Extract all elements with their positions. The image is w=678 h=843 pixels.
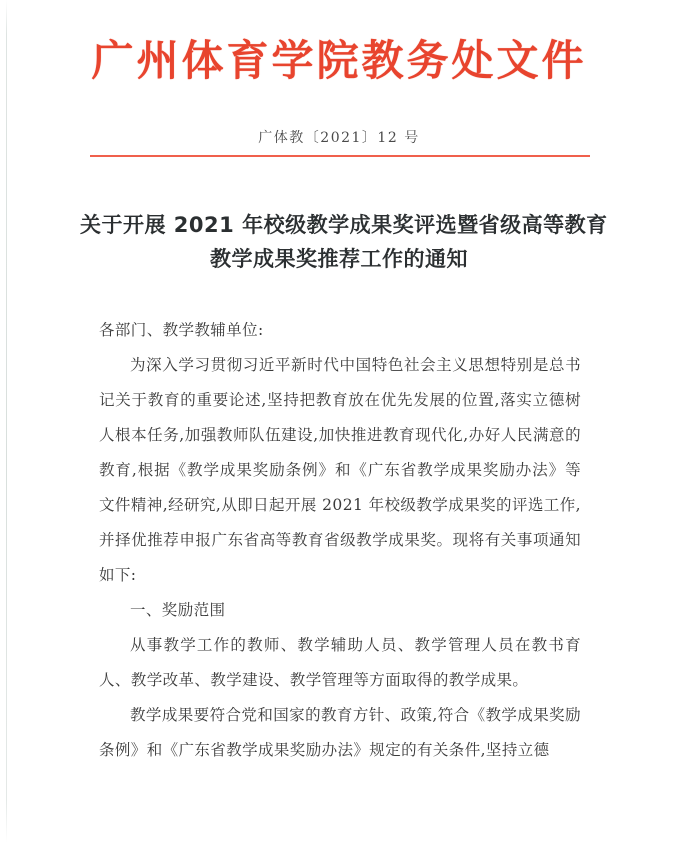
- masthead-title: 广州体育学院教务处文件: [91, 36, 587, 85]
- document-title-line-2: 教学成果奖推荐工作的通知: [210, 247, 468, 271]
- scan-edge-artifact: [6, 0, 7, 843]
- document-body: [99, 313, 581, 768]
- body-paragraph-2: 从事教学工作的教师、教学辅助人员、教学管理人员在教书育人、教学改革、教学建设、教学管理等方面取得的教学成果。: [99, 636, 581, 689]
- body-paragraph-3: 教学成果要符合党和国家的教育方针、政策,符合《教学成果奖励条例》和《广东省教学成果奖励办法》规定的有关条件,坚持立德: [99, 706, 581, 759]
- red-separator-rule: [90, 155, 590, 157]
- document-title: [80, 208, 608, 276]
- salutation: 各部门、教学教辅单位:: [99, 321, 264, 339]
- body-paragraph-1: 为深入学习贯彻习近平新时代中国特色社会主义思想特别是总书记关于教育的重要论述,坚持把教育放在优先发展的位置,落实立德树人根本任务,加强教师队伍建设,加快推进教育现代化,办好人民满意的教育,根据《教学成果奖励条例》和《广东省教学成果奖励办法》等文件精神,经研究,从即日起开展 2021 年校级教学成果奖的评选工作,并择优推荐申报广东省高等教育省级教学成果奖。现将有关事项通知如下:: [99, 356, 581, 584]
- document-title-line-1: 关于开展 2021 年校级教学成果奖评选暨省级高等教育: [80, 213, 608, 237]
- document-serial-number: 广体教〔2021〕12 号: [258, 130, 420, 146]
- section-heading-1: 一、奖励范围: [130, 601, 226, 619]
